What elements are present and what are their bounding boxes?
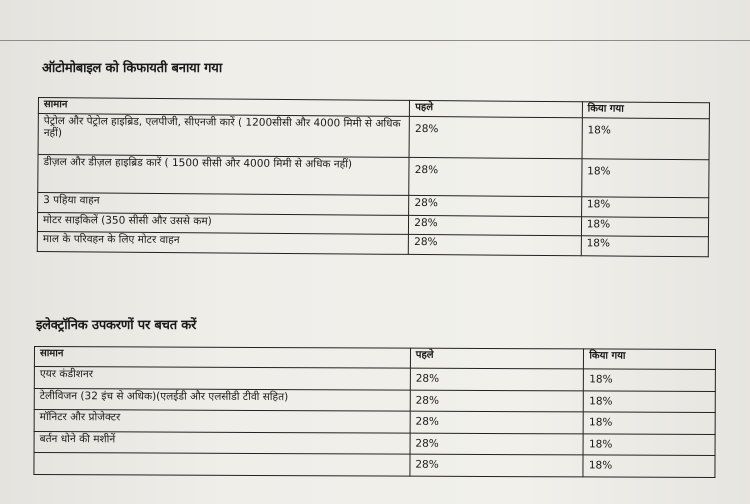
before-rate-cell: 28% xyxy=(410,454,584,477)
after-rate-cell: 18% xyxy=(584,369,716,392)
before-rate-cell: 28% xyxy=(410,390,584,412)
after-rate-cell: 18% xyxy=(581,197,708,218)
electronics-gst-table xyxy=(33,346,716,478)
before-rate-cell: 28% xyxy=(409,215,582,235)
automobile-section-title: ऑटोमोबाइल को किफायती बनाया गया xyxy=(42,61,222,76)
header-before: पहले xyxy=(410,348,584,369)
item-cell: डीज़ल और डीज़ल हाइब्रिड कारें ( 1500 सीसी और 4000 मिमी से अधिक नहीं) xyxy=(38,155,410,196)
item-cell: मॉनिटर और प्रोजेक्टर xyxy=(34,410,410,434)
item-cell: मोटर साइकिलें (350 सीसी और उससे कम) xyxy=(37,213,408,235)
item-cell: एयर कंडीशनर xyxy=(34,367,410,391)
header-after: किया गया xyxy=(584,349,716,370)
after-rate-cell: 18% xyxy=(583,455,715,478)
after-rate-cell: 18% xyxy=(583,434,715,456)
before-rate-cell: 28% xyxy=(409,195,582,216)
before-rate-cell: 28% xyxy=(410,368,584,391)
automobile-gst-table xyxy=(37,97,710,257)
after-rate-cell: 18% xyxy=(582,118,710,160)
electronics-section-title: इलेक्ट्रॉनिक उपकरणों पर बचत करें xyxy=(36,318,197,333)
table-row xyxy=(34,410,715,435)
item-cell xyxy=(34,453,410,477)
after-rate-cell: 18% xyxy=(584,412,716,435)
table-row xyxy=(34,453,715,478)
after-rate-cell: 18% xyxy=(584,391,716,413)
item-cell: टेलीविजन (32 इंच से अधिक)(एलईडी और एलसीडी टीवी सहित) xyxy=(34,389,410,412)
before-rate-cell: 28% xyxy=(409,116,582,158)
page-top-rule xyxy=(0,40,750,41)
before-rate-cell: 28% xyxy=(410,411,584,434)
item-cell: बर्तन धोने की मशीनें xyxy=(34,432,410,455)
table-row xyxy=(34,389,715,413)
item-cell: माल के परिवहन के लिए मोटर वाहन xyxy=(37,231,408,254)
after-rate-cell: 18% xyxy=(581,236,708,257)
table-row xyxy=(34,367,715,392)
item-cell: पेट्रोल और पेट्रोल हाइब्रिड, एलपीजी, सीएनजी कारें ( 1200सीसी और 4000 मिमी से अधिक नहीं) xyxy=(38,114,410,158)
header-after: किया गया xyxy=(582,102,709,119)
before-rate-cell: 28% xyxy=(409,157,582,196)
table-row xyxy=(34,432,715,456)
header-item: सामान xyxy=(34,347,410,369)
before-rate-cell: 28% xyxy=(410,433,584,455)
table-row xyxy=(38,114,709,160)
after-rate-cell: 18% xyxy=(581,217,708,237)
table-row xyxy=(38,155,709,198)
before-rate-cell: 28% xyxy=(409,234,582,255)
header-item: सामान xyxy=(38,98,409,117)
table-row xyxy=(37,231,708,256)
item-cell: 3 पहिया वाहन xyxy=(38,193,409,216)
header-before: पहले xyxy=(410,100,583,117)
after-rate-cell: 18% xyxy=(581,159,709,198)
